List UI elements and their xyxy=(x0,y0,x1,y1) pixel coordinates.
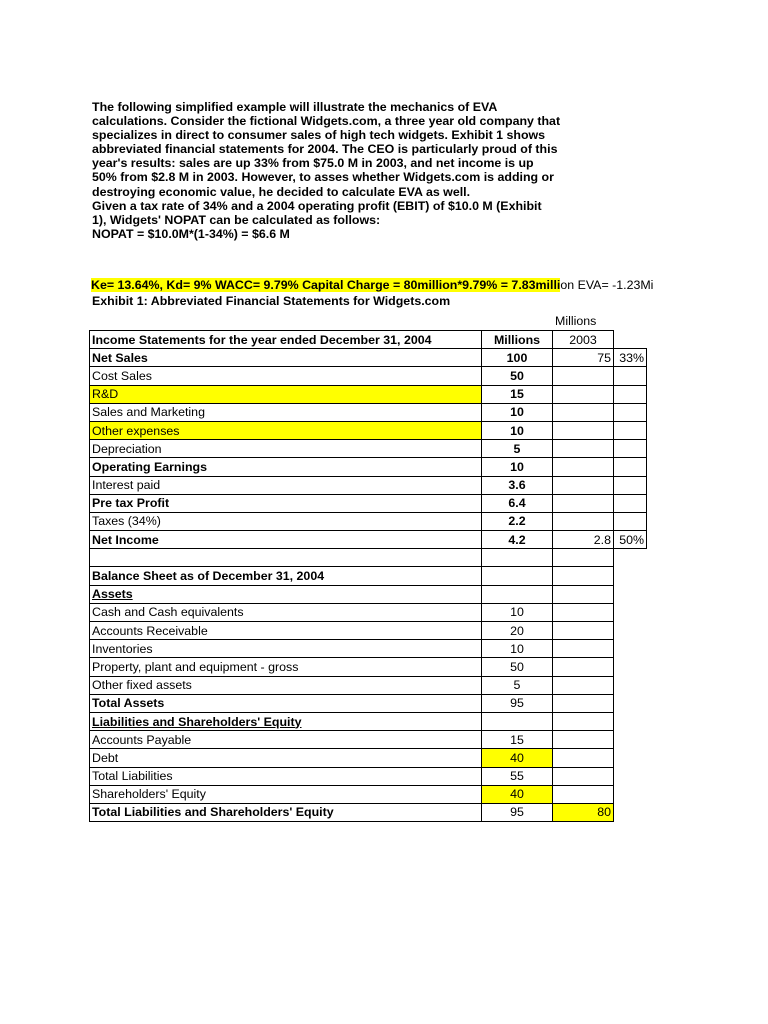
empty-cell xyxy=(614,749,647,767)
balance-row-value: 5 xyxy=(482,676,553,694)
section-heading-text: Assets xyxy=(92,587,133,602)
balance-row-value xyxy=(482,585,553,603)
balance-title-row xyxy=(90,567,647,585)
balance-row xyxy=(90,640,647,658)
balance-row-extra xyxy=(553,785,614,803)
empty-cell xyxy=(482,549,553,567)
income-row-2003-value xyxy=(553,421,614,439)
empty-cell xyxy=(614,640,647,658)
empty-cell xyxy=(614,676,647,694)
income-row xyxy=(90,531,647,549)
income-row-2003-value xyxy=(553,458,614,476)
income-row-growth-pct xyxy=(614,458,647,476)
intro-paragraph xyxy=(92,100,562,241)
empty-cell xyxy=(614,694,647,712)
income-row-label: Sales and Marketing xyxy=(90,403,482,421)
income-row-label: R&D xyxy=(90,385,482,403)
income-row xyxy=(90,512,647,530)
intro-line: destroying economic value, he decided to calculate EVA as well. xyxy=(92,184,471,199)
income-row-label: Depreciation xyxy=(90,440,482,458)
balance-row-value xyxy=(482,567,553,585)
empty-cell xyxy=(614,622,647,640)
balance-row-label: Total Assets xyxy=(90,694,482,712)
income-row-growth-pct xyxy=(614,403,647,421)
income-row-2004-value: 4.2 xyxy=(482,531,553,549)
income-row-label: Other expenses xyxy=(90,421,482,439)
intro-line: abbreviated financial statements for 2004. The CEO is particularly proud of this xyxy=(92,142,558,157)
balance-row-extra xyxy=(553,676,614,694)
balance-row-value: 10 xyxy=(482,640,553,658)
intro-line: 1), Widgets' NOPAT can be calculated as follows: xyxy=(92,212,381,227)
empty-cell xyxy=(614,785,647,803)
income-row-2004-value: 15 xyxy=(482,385,553,403)
income-row xyxy=(90,458,647,476)
income-row-growth-pct xyxy=(614,421,647,439)
income-header-label: Income Statements for the year ended December 31, 2004 xyxy=(90,331,482,349)
empty-cell xyxy=(614,567,647,585)
balance-row xyxy=(90,731,647,749)
balance-row-label xyxy=(90,712,482,730)
intro-line: specializes in direct to consumer sales of high tech widgets. Exhibit 1 shows xyxy=(92,128,546,143)
balance-row-extra: 80 xyxy=(553,803,614,821)
balance-row xyxy=(90,767,647,785)
income-row-2003-value: 2.8 xyxy=(553,531,614,549)
balance-row-value: 20 xyxy=(482,622,553,640)
balance-row-extra xyxy=(553,585,614,603)
income-row-growth-pct xyxy=(614,494,647,512)
income-row xyxy=(90,421,647,439)
balance-row-value: 50 xyxy=(482,658,553,676)
income-row-label: Net Income xyxy=(90,531,482,549)
balance-row-label: Accounts Payable xyxy=(90,731,482,749)
balance-row-extra xyxy=(553,622,614,640)
intro-line: 50% from $2.8 M in 2003. However, to asses whether Widgets.com is adding or xyxy=(92,170,554,185)
income-row-2004-value: 6.4 xyxy=(482,494,553,512)
balance-row-extra xyxy=(553,767,614,785)
section-heading-text: Liabilities and Shareholders' Equity xyxy=(92,714,302,729)
intro-line: The following simplified example will illustrate the mechanics of EVA xyxy=(92,100,498,114)
income-row-2003-value xyxy=(553,494,614,512)
balance-row-label: Shareholders' Equity xyxy=(90,785,482,803)
balance-row-extra xyxy=(553,567,614,585)
income-row-2004-value: 10 xyxy=(482,403,553,421)
balance-row-label: Balance Sheet as of December 31, 2004 xyxy=(90,567,482,585)
balance-row-label: Inventories xyxy=(90,640,482,658)
intro-line: Given a tax rate of 34% and a 2004 operating profit (EBIT) of $10.0 M (Exhibit xyxy=(92,198,542,213)
income-row xyxy=(90,403,647,421)
income-row xyxy=(90,367,647,385)
income-header-row xyxy=(90,331,647,349)
income-row-2004-value: 10 xyxy=(482,458,553,476)
income-row xyxy=(90,440,647,458)
income-row-2003-value: 75 xyxy=(553,349,614,367)
income-row-label: Net Sales xyxy=(90,349,482,367)
income-row-label: Operating Earnings xyxy=(90,458,482,476)
empty-cell xyxy=(614,712,647,730)
balance-row xyxy=(90,658,647,676)
balance-row-extra xyxy=(553,640,614,658)
income-row-growth-pct: 33% xyxy=(614,349,647,367)
income-row xyxy=(90,494,647,512)
balance-row-extra xyxy=(553,658,614,676)
income-row-label: Cost Sales xyxy=(90,367,482,385)
balance-row-extra xyxy=(553,749,614,767)
income-row-growth-pct xyxy=(614,385,647,403)
income-row-growth-pct xyxy=(614,512,647,530)
balance-row-label: Total Liabilities and Shareholders' Equity xyxy=(90,803,482,821)
balance-row xyxy=(90,676,647,694)
empty-cell xyxy=(614,658,647,676)
income-row-2003-value xyxy=(553,476,614,494)
balance-row-value: 15 xyxy=(482,731,553,749)
balance-row xyxy=(90,749,647,767)
balance-row-value: 40 xyxy=(482,749,553,767)
balance-row-label xyxy=(90,585,482,603)
income-row-label: Pre tax Profit xyxy=(90,494,482,512)
balance-row-extra xyxy=(553,731,614,749)
income-header-2003: 2003 xyxy=(553,331,614,349)
income-row-2003-value xyxy=(553,367,614,385)
balance-row-extra xyxy=(553,694,614,712)
income-row-growth-pct xyxy=(614,476,647,494)
income-row-2003-value xyxy=(553,512,614,530)
balance-row xyxy=(90,785,647,803)
balance-row xyxy=(90,603,647,621)
balance-row xyxy=(90,694,647,712)
income-row-2004-value: 50 xyxy=(482,367,553,385)
income-row-label: Taxes (34%) xyxy=(90,512,482,530)
income-row-2004-value: 5 xyxy=(482,440,553,458)
income-row xyxy=(90,385,647,403)
empty-cell xyxy=(614,585,647,603)
intro-line: NOPAT = $10.0M*(1-34%) = $6.6 M xyxy=(92,226,290,241)
income-row-2003-value xyxy=(553,440,614,458)
balance-row xyxy=(90,803,647,821)
balance-row-extra xyxy=(553,712,614,730)
balance-row-label: Total Liabilities xyxy=(90,767,482,785)
income-header-millions: Millions xyxy=(482,331,553,349)
balance-row-value: 95 xyxy=(482,694,553,712)
empty-cell xyxy=(553,549,614,567)
balance-row xyxy=(90,622,647,640)
income-row xyxy=(90,476,647,494)
income-row-2003-value xyxy=(553,385,614,403)
balance-row-value: 95 xyxy=(482,803,553,821)
eva-summary-line xyxy=(91,276,768,295)
balance-row-label: Debt xyxy=(90,749,482,767)
income-row-2004-value: 10 xyxy=(482,421,553,439)
empty-cell xyxy=(614,731,647,749)
income-row-2003-value xyxy=(553,403,614,421)
balance-row-extra xyxy=(553,603,614,621)
eva-highlighted-text: Ke= 13.64%, Kd= 9% WACC= 9.79% Capital Charge = 80million*9.79% = 7.83milli xyxy=(91,278,561,292)
income-row xyxy=(90,349,647,367)
balance-row-value xyxy=(482,712,553,730)
balance-row-value: 40 xyxy=(482,785,553,803)
balance-row-label: Property, plant and equipment - gross xyxy=(90,658,482,676)
financial-statements-table xyxy=(89,330,647,822)
balance-row-label: Cash and Cash equivalents xyxy=(90,603,482,621)
balance-row-label: Accounts Receivable xyxy=(90,622,482,640)
assets-heading-row xyxy=(90,585,647,603)
income-row-growth-pct xyxy=(614,440,647,458)
intro-line: calculations. Consider the fictional Widgets.com, a three year old company that xyxy=(92,114,561,129)
empty-cell xyxy=(614,767,647,785)
balance-row-label: Other fixed assets xyxy=(90,676,482,694)
income-row-growth-pct: 50% xyxy=(614,531,647,549)
empty-cell xyxy=(90,549,482,567)
liabilities-heading-row xyxy=(90,712,647,730)
balance-row-value: 10 xyxy=(482,603,553,621)
eva-overflow-text: on EVA= -1.23Mi xyxy=(560,278,654,292)
income-row-2004-value: 2.2 xyxy=(482,512,553,530)
exhibit-title: Exhibit 1: Abbreviated Financial Statements for Widgets.com xyxy=(92,294,451,308)
income-row-2004-value: 100 xyxy=(482,349,553,367)
income-row-2004-value: 3.6 xyxy=(482,476,553,494)
spacer-row xyxy=(90,549,647,567)
balance-row-value: 55 xyxy=(482,767,553,785)
empty-cell xyxy=(614,803,647,821)
income-row-growth-pct xyxy=(614,367,647,385)
millions-column-label: Millions xyxy=(555,314,597,328)
empty-cell xyxy=(614,603,647,621)
empty-cell xyxy=(614,331,647,349)
income-row-label: Interest paid xyxy=(90,476,482,494)
intro-line: year's results: sales are up 33% from $75.0 M in 2003, and net income is up xyxy=(92,156,534,171)
empty-cell xyxy=(614,549,647,567)
